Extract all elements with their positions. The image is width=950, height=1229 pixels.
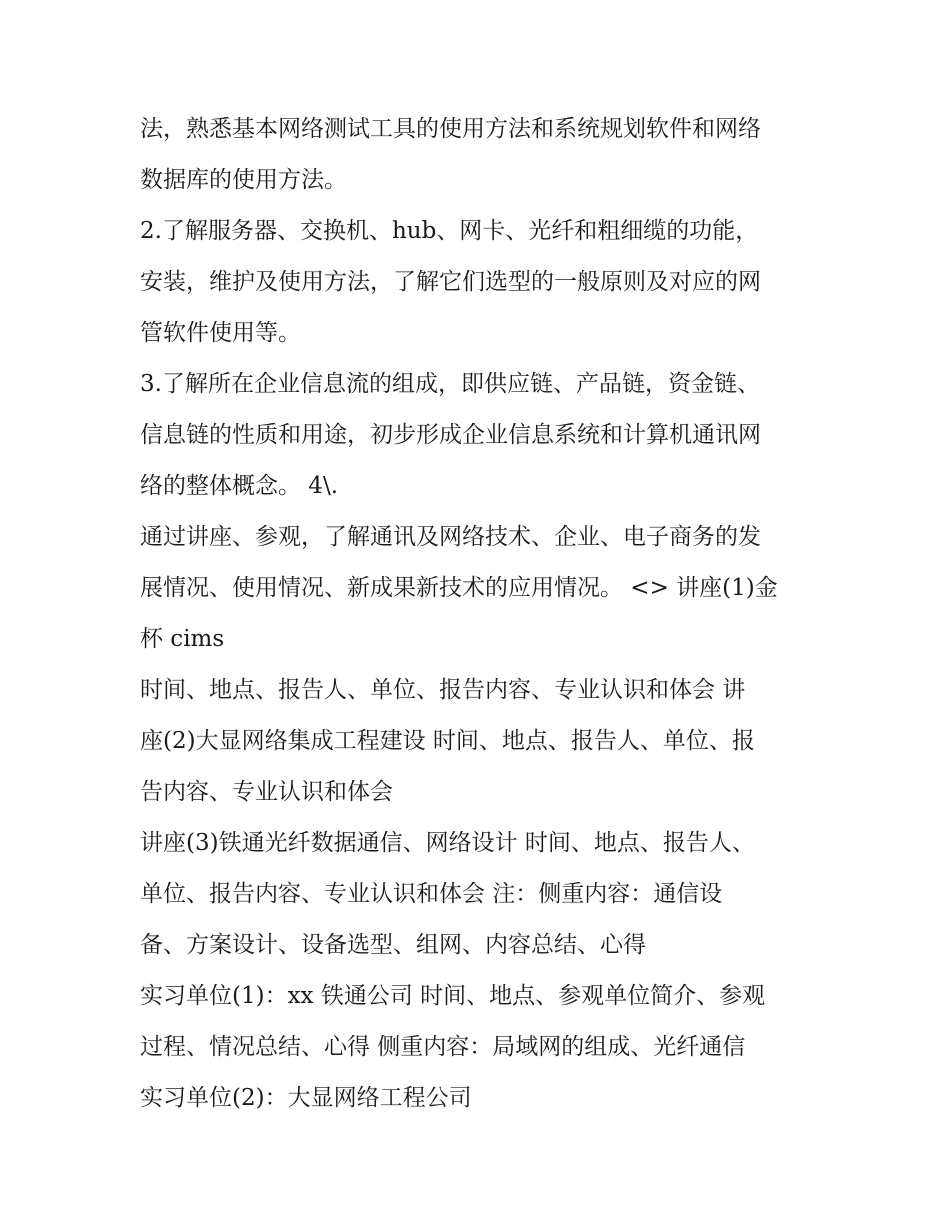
text-line: 通过讲座、参观，了解通讯及网络技术、企业、电子商务的发	[140, 524, 761, 550]
document-body	[140, 104, 820, 1124]
text-line: 实习单位(2)：大显网络工程公司	[140, 1085, 472, 1111]
text-line: 3.了解所在企业信息流的组成，即供应链、产品链，资金链、	[140, 371, 760, 397]
text-line: 时间、地点、报告人、单位、报告内容、专业认识和体会 讲	[140, 677, 746, 703]
text-line: 法，熟悉基本网络测试工具的使用方法和系统规划软件和网络	[140, 116, 761, 142]
text-line: 备、方案设计、设备选型、组网、内容总结、心得	[140, 932, 646, 958]
text-line: 展情况、使用情况、新成果新技术的应用情况。 <> 讲座(1)金	[140, 575, 778, 601]
text-line: 过程、情况总结、心得 侧重内容：局域网的组成、光纤通信	[140, 1034, 746, 1060]
text-line: 杯 cims	[140, 626, 225, 652]
text-line: 安装，维护及使用方法，了解它们选型的一般原则及对应的网	[140, 269, 761, 295]
text-line: 单位、报告内容、专业认识和体会 注：侧重内容：通信设	[140, 881, 723, 907]
text-line: 实习单位(1)：xx 铁通公司 时间、地点、参观单位简介、参观	[140, 983, 766, 1009]
text-line: 告内容、专业认识和体会	[140, 779, 393, 805]
text-line: 座(2)大显网络集成工程建设 时间、地点、报告人、单位、报	[140, 728, 755, 754]
text-line: 络的整体概念。 4\.	[140, 473, 339, 499]
text-line: 讲座(3)铁通光纤数据通信、网络设计 时间、地点、报告人、	[140, 830, 755, 856]
text-line: 信息链的性质和用途，初步形成企业信息系统和计算机通讯网	[140, 422, 761, 448]
text-line: 数据库的使用方法。	[140, 167, 347, 193]
text-line: 管软件使用等。	[140, 320, 301, 346]
text-line: 2.了解服务器、交换机、hub、网卡、光纤和粗细缆的功能，	[140, 218, 759, 244]
